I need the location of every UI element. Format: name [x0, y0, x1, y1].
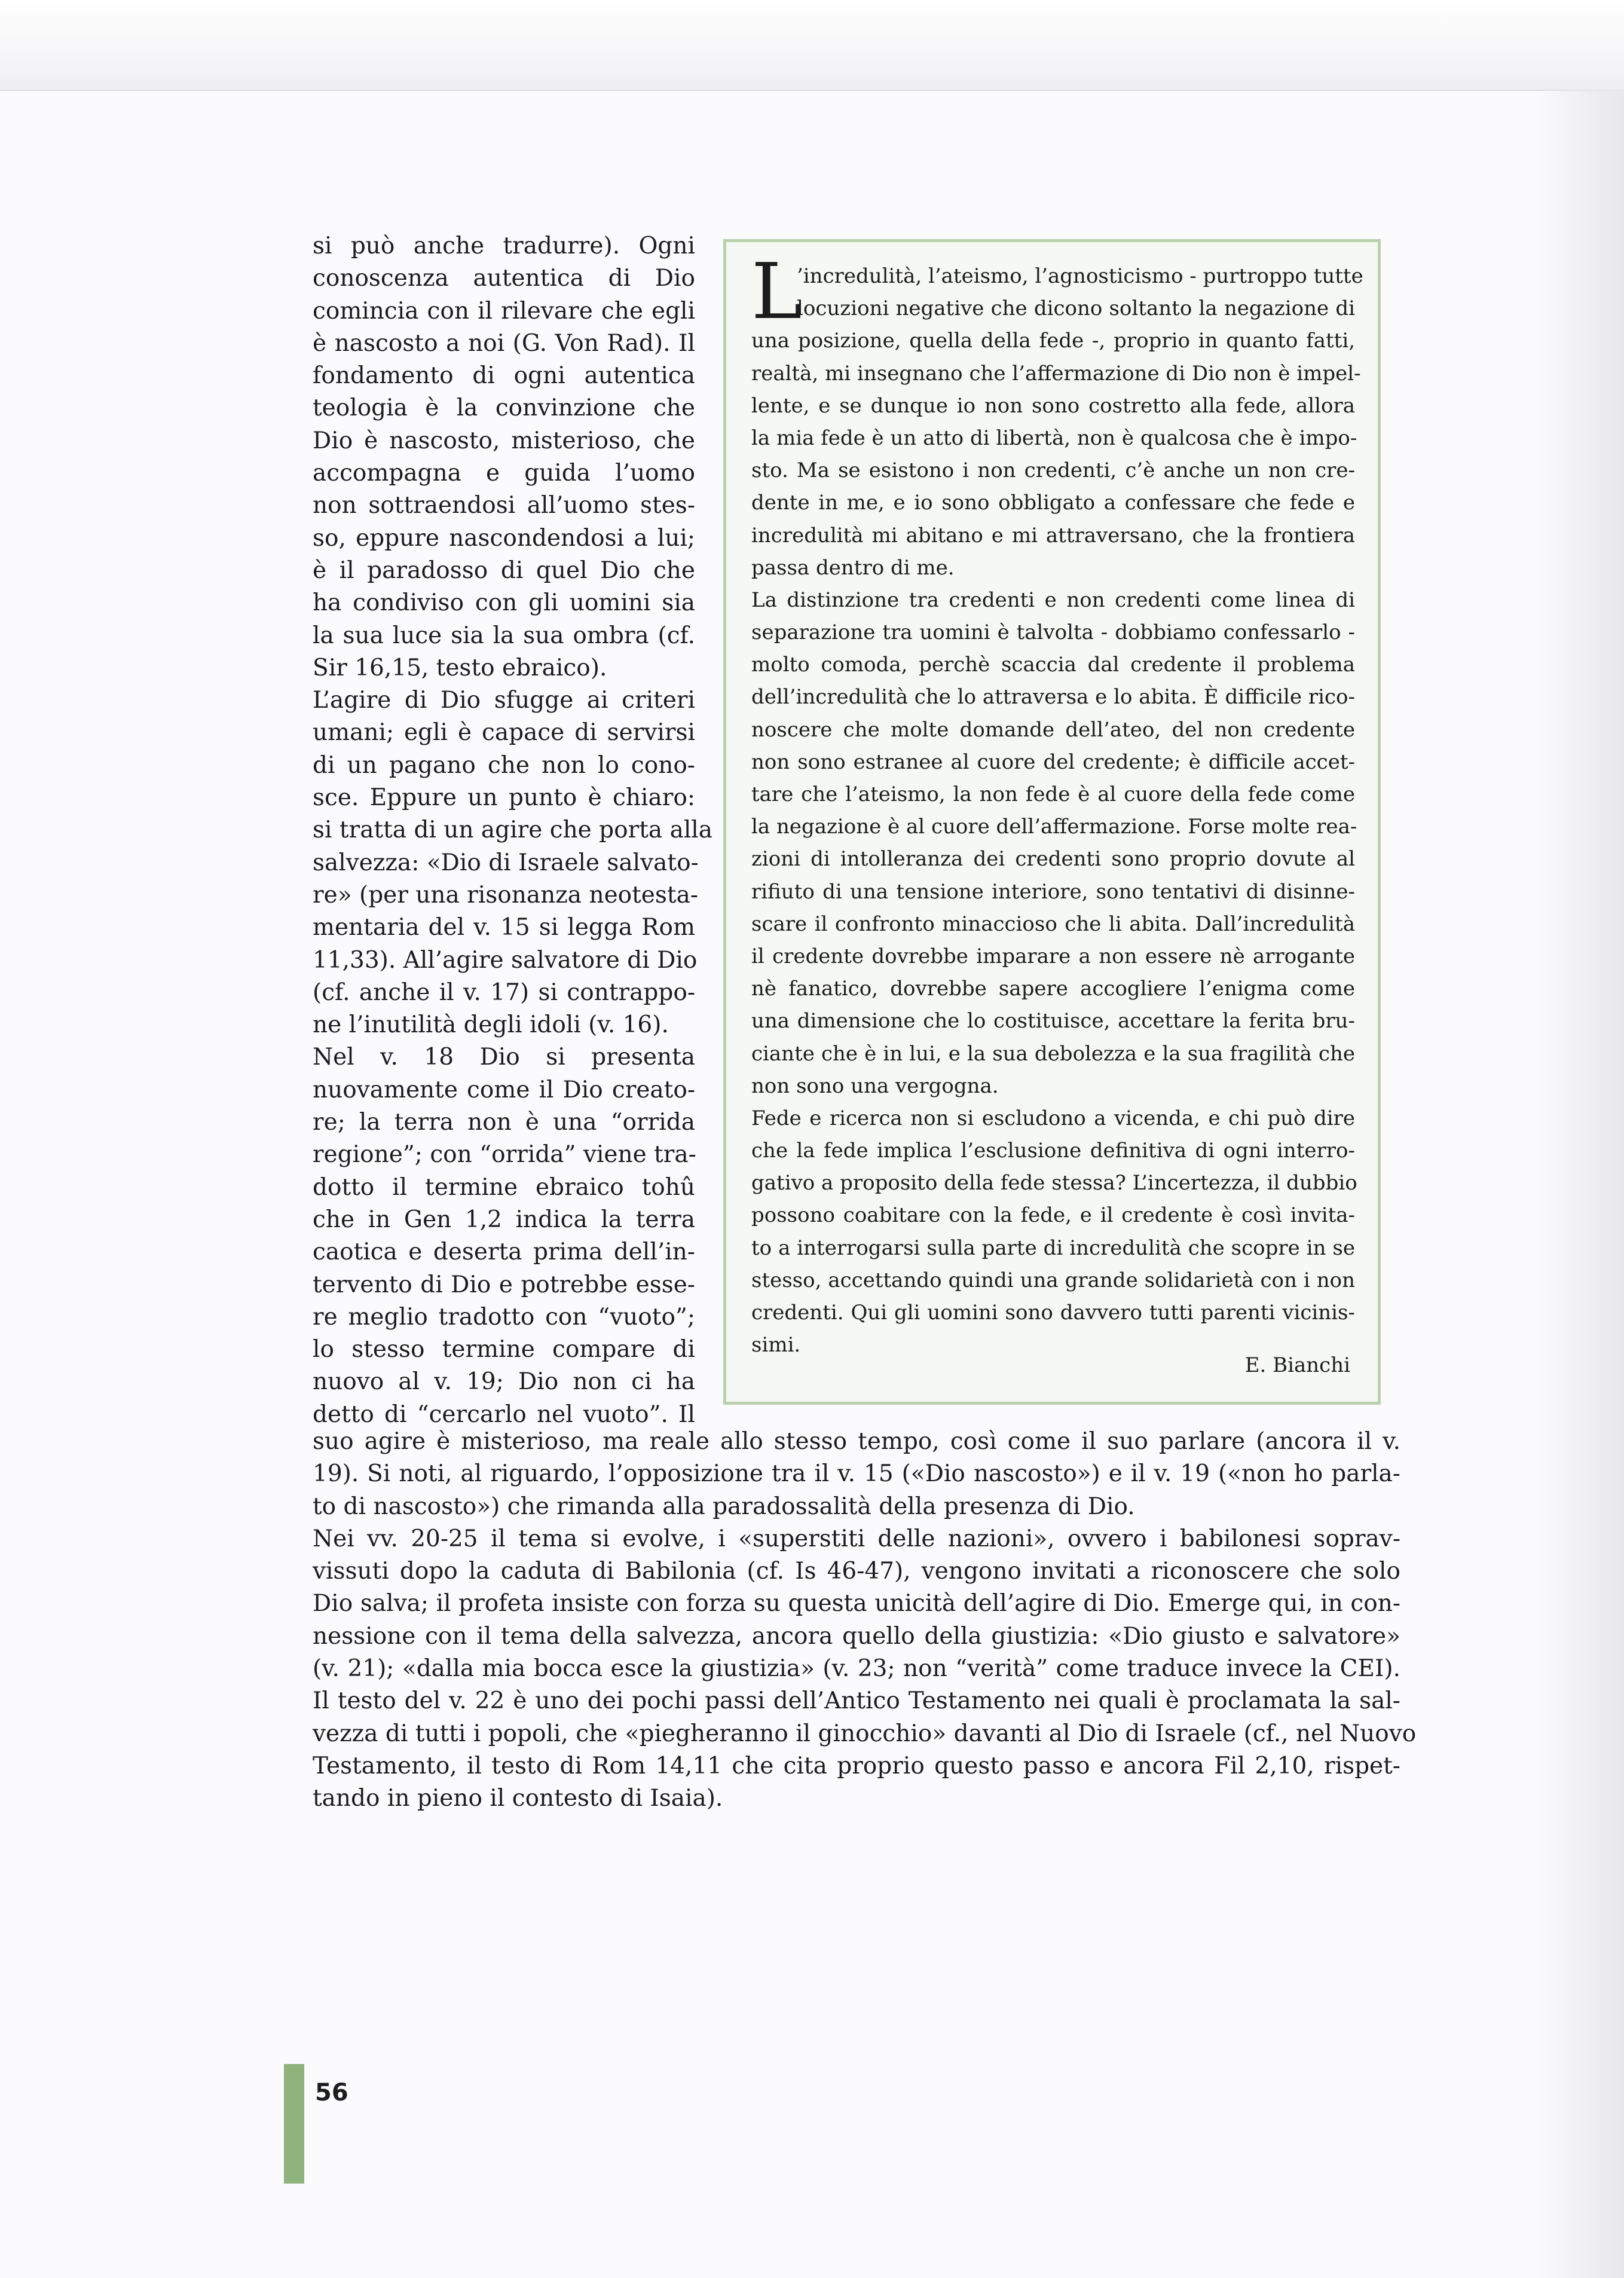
quote-line: una posizione, quella della fede -, proprio in quanto fatti, — [751, 329, 1355, 353]
text-line: di un pagano che non lo cono- — [313, 751, 695, 779]
quote-line: sto. Ma se esistono i non credenti, c’è anche un non cre- — [751, 458, 1355, 483]
drop-cap: L — [751, 247, 802, 337]
text-line: (cf. anche il v. 17) si contrappo- — [313, 979, 695, 1006]
quote-line: passa dentro di me. — [751, 555, 955, 580]
quote-line: separazione tra uomini è talvolta - dobbiamo confessarlo - — [751, 620, 1355, 645]
text-line: Sir 16,15, testo ebraico). — [313, 654, 607, 681]
text-line: che in Gen 1,2 indica la terra — [313, 1206, 695, 1233]
text-line: non sottraendosi all’uomo stes- — [313, 492, 695, 519]
text-line: (v. 21); «dalla mia bocca esce la giustizia» (v. 23; non “verità” come traduce invece la CEI). — [313, 1655, 1400, 1683]
quote-line: realtà, mi insegnano che l’affermazione di Dio non è impel- — [751, 361, 1361, 386]
text-line: 19). Si noti, al riguardo, l’opposizione tra il v. 15 («Dio nascosto») e il v. 19 («non ho parla- — [313, 1460, 1400, 1488]
quote-line: La distinzione tra credenti e non credenti come linea di — [751, 588, 1355, 612]
text-line: vissuti dopo la caduta di Babilonia (cf. Is 46-47), vengono invitati a riconoscere che solo — [313, 1558, 1400, 1585]
quote-line: zioni di intolleranza dei credenti sono proprio dovute al — [751, 847, 1355, 872]
text-line: teologia è la convinzione che — [313, 395, 695, 422]
quote-line: noscere che molte domande dell’ateo, del non credente — [751, 717, 1355, 742]
quote-line: simi. — [751, 1333, 801, 1357]
text-line: caotica e deserta prima dell’in- — [313, 1239, 695, 1266]
text-line: è nascosto a noi (G. Von Rad). Il — [313, 329, 695, 357]
text-line: 11,33). All’agire salvatore di Dio — [313, 946, 698, 974]
text-line: Il testo del v. 22 è uno dei pochi passi dell’Antico Testamento nei quali è proclamata la sal- — [313, 1687, 1400, 1715]
text-line: fondamento di ogni autentica — [313, 362, 695, 390]
text-line: è il paradosso di quel Dio che — [313, 556, 695, 584]
text-line: L’agire di Dio sfugge ai criteri — [313, 687, 695, 714]
quote-line: che la fede implica l’esclusione definitiva di ogni interro- — [751, 1139, 1355, 1163]
quote-line: una dimensione che lo costituisce, accettare la ferita bru- — [751, 1009, 1355, 1033]
quote-line: molto comoda, perchè scaccia dal credente il problema — [751, 653, 1355, 677]
quote-line: ’incredulità, l’ateismo, l’agnosticismo - purtroppo tutte — [797, 264, 1363, 288]
text-line: comincia con il rilevare che egli — [313, 297, 695, 325]
page-number-bar — [284, 2064, 304, 2184]
text-line: dotto il termine ebraico tohû — [313, 1173, 695, 1201]
scan-top-margin — [0, 0, 1624, 91]
text-line: sce. Eppure un punto è chiaro: — [313, 784, 695, 812]
text-line: conoscenza autentica di Dio — [313, 265, 695, 292]
text-line: re; la terra non è una “orrida — [313, 1109, 695, 1136]
quote-box-text — [751, 247, 1363, 1361]
text-line: lo stesso termine compare di — [313, 1336, 695, 1363]
quote-line: dente in me, e io sono obbligato a confessare che fede e — [751, 491, 1355, 515]
quote-line: nè fanatico, dovrebbe sapere accogliere l’enigma come — [751, 977, 1355, 1001]
text-line: re» (per una risonanza neotesta- — [313, 881, 699, 909]
text-line: so, eppure nascondendosi a lui; — [313, 524, 695, 552]
text-line: mentaria del v. 15 si legga Rom — [313, 914, 695, 941]
quote-line: to a interrogarsi sulla parte di incredulità che scopre in se — [751, 1236, 1355, 1260]
quote-line: stesso, accettando quindi una grande solidarietà con i non — [751, 1268, 1355, 1292]
quote-line: Fede e ricerca non si escludono a vicenda, e chi può dire — [751, 1106, 1355, 1130]
quote-line: lente, e se dunque io non sono costretto alla fede, allora — [751, 393, 1355, 418]
quote-line: locuzioni negative che dicono soltanto la negazione di — [797, 296, 1355, 321]
page-number: 56 — [315, 2079, 348, 2106]
text-line: Dio salva; il profeta insiste con forza su questa unicità dell’agire di Dio. Emerge qui, in con- — [313, 1590, 1400, 1617]
quote-line: gativo a proposito della fede stessa? L’incertezza, il dubbio — [751, 1171, 1357, 1195]
full-width-text — [313, 1426, 1417, 1815]
text-line: accompagna e guida l’uomo — [313, 460, 695, 487]
text-line: ha condiviso con gli uomini sia — [313, 589, 695, 617]
text-line: nessione con il tema della salvezza, ancora quello della giustizia: «Dio giusto e salvatore» — [313, 1622, 1400, 1650]
quote-line: possono coabitare con la fede, e il credente è così invita- — [751, 1203, 1355, 1228]
text-line: re meglio tradotto con “vuoto”; — [313, 1303, 695, 1331]
text-line: la sua luce sia la sua ombra (cf. — [313, 622, 695, 649]
quote-line: incredulità mi abitano e mi attraversano, che la frontiera — [751, 523, 1355, 548]
text-line: to di nascosto») che rimanda alla paradossalità della presenza di Dio. — [313, 1493, 1135, 1520]
text-line: suo agire è misterioso, ma reale allo stesso tempo, così come il suo parlare (ancora il v. — [313, 1428, 1400, 1455]
text-line: Dio è nascosto, misterioso, che — [313, 427, 695, 454]
quote-line: la negazione è al cuore dell’affermazione. Forse molte rea- — [751, 815, 1357, 839]
text-line: Nel v. 18 Dio si presenta — [313, 1044, 695, 1071]
text-line: si tratta di un agire che porta alla — [313, 817, 713, 844]
text-line: si può anche tradurre). Ogni — [313, 233, 695, 259]
quote-line: tare che l’ateismo, la non fede è al cuore della fede come — [751, 782, 1355, 806]
text-line: Testamento, il testo di Rom 14,11 che cita proprio questo passo e ancora Fil 2,10, rispet- — [313, 1752, 1400, 1779]
quote-line: non sono una vergogna. — [751, 1074, 999, 1098]
text-line: detto di “cercarlo nel vuoto”. Il — [313, 1401, 695, 1428]
text-line: regione”; con “orrida” viene tra- — [313, 1141, 696, 1169]
text-line: vezza di tutti i popoli, che «piegheranno il ginocchio» davanti al Dio di Israele (cf., nel Nuovo — [313, 1720, 1417, 1747]
quote-line: dell’incredulità che lo attraversa e lo abita. È difficile rico- — [751, 685, 1355, 710]
left-column-text — [313, 230, 713, 1431]
text-line: ne l’inutilità degli idoli (v. 16). — [313, 1011, 669, 1039]
quote-line: il credente dovrebbe imparare a non essere nè arrogante — [751, 944, 1355, 968]
text-line: tando in pieno il contesto di Isaia). — [313, 1785, 723, 1812]
quote-line: credenti. Qui gli uomini sono davvero tutti parenti vicinis- — [751, 1301, 1355, 1325]
text-line: salvezza: «Dio di Israele salvato- — [313, 849, 699, 876]
scan-right-shadow — [1534, 90, 1624, 2278]
text-line: umani; egli è capace di servirsi — [313, 719, 695, 747]
quote-line: la mia fede è un atto di libertà, non è qualcosa che è impo- — [751, 426, 1357, 450]
quote-line: ciante che è in lui, e la sua debolezza e la sua fragilità che — [751, 1041, 1355, 1066]
quote-line: rifiuto di una tensione interiore, sono tentativi di disinne- — [751, 879, 1355, 904]
text-line: nuovo al v. 19; Dio non ci ha — [313, 1368, 695, 1396]
text-line: nuovamente come il Dio creato- — [313, 1076, 695, 1103]
quote-author: E. Bianchi — [1244, 1353, 1350, 1377]
text-line: tervento di Dio e potrebbe esse- — [313, 1271, 695, 1298]
quote-line: scare il confronto minaccioso che li abita. Dall’incredulità — [751, 912, 1355, 936]
text-line: Nei vv. 20-25 il tema si evolve, i «superstiti delle nazioni», ovvero i babilonesi soprav- — [313, 1525, 1400, 1552]
quote-line: non sono estranee al cuore del credente; è difficile accet- — [751, 750, 1355, 774]
quote-box — [723, 239, 1381, 1405]
